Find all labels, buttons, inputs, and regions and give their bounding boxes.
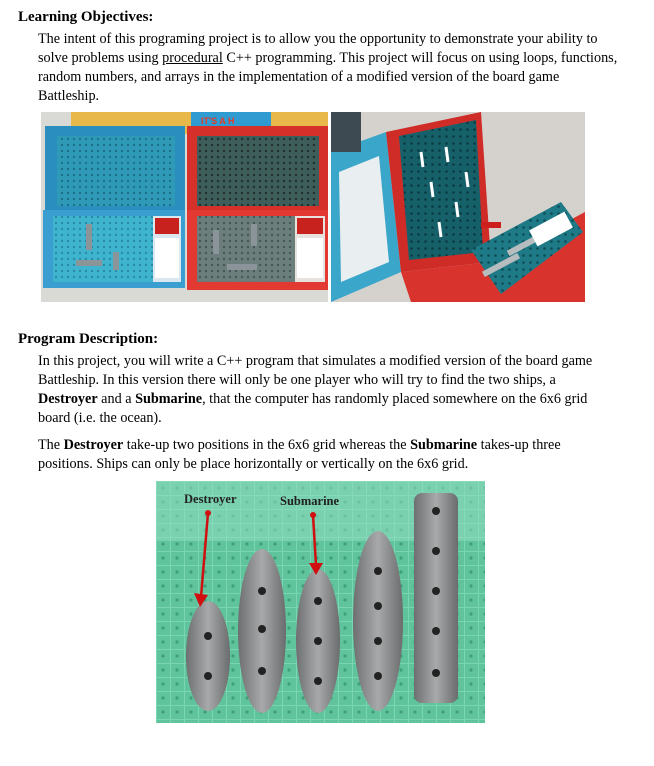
program-description-paragraph-1 [38,352,613,428]
procedural-underlined: procedural [162,50,223,66]
box-text: IT'S A H [201,116,235,126]
submarine-bold: Submarine [135,391,203,407]
battleship-angled-photo [331,112,585,302]
destroyer-bold: Destroyer [38,391,98,407]
p2-text-d: takes-up three positions. Ships can only be place horizontally or vertically on the 6x6 grid. [38,437,561,472]
p2-text-c: take-up two positions in the 6x6 grid whereas the [123,437,411,453]
p1-text-c: and a [97,391,136,407]
learning-objectives-heading: Learning Objectives: [18,9,154,25]
learning-objectives-paragraph [38,30,623,106]
program-description-paragraph-2 [38,436,613,474]
submarine-bold-2: Submarine [410,437,478,453]
destroyer-label: Destroyer [184,492,237,506]
para-text-2: C++ programming. This project will focus on using loops, functions, random numbers, and arrays in the implementation of a modified version of the board game Battleship. [38,50,618,104]
battleship-cases-photo [41,112,328,302]
submarine-label: Submarine [280,494,340,508]
p1-text-a: In this project, you will write a C++ program that simulates a modified version of the board game Battleship. In this version there will only be one player who will try to find the two ships, a [38,353,593,388]
p2-text-a: The [38,437,64,453]
destroyer-bold-2: Destroyer [63,437,124,453]
ships-photo [156,481,485,723]
para-text-1: The intent of this programing project is to allow you the opportunity to demonstrate your ability to solve problems using [38,31,598,66]
program-description-heading: Program Description: [18,331,159,347]
p1-text-d: , that the computer has randomly placed somewhere on the 6x6 grid board (i.e. the ocean). [38,391,588,426]
